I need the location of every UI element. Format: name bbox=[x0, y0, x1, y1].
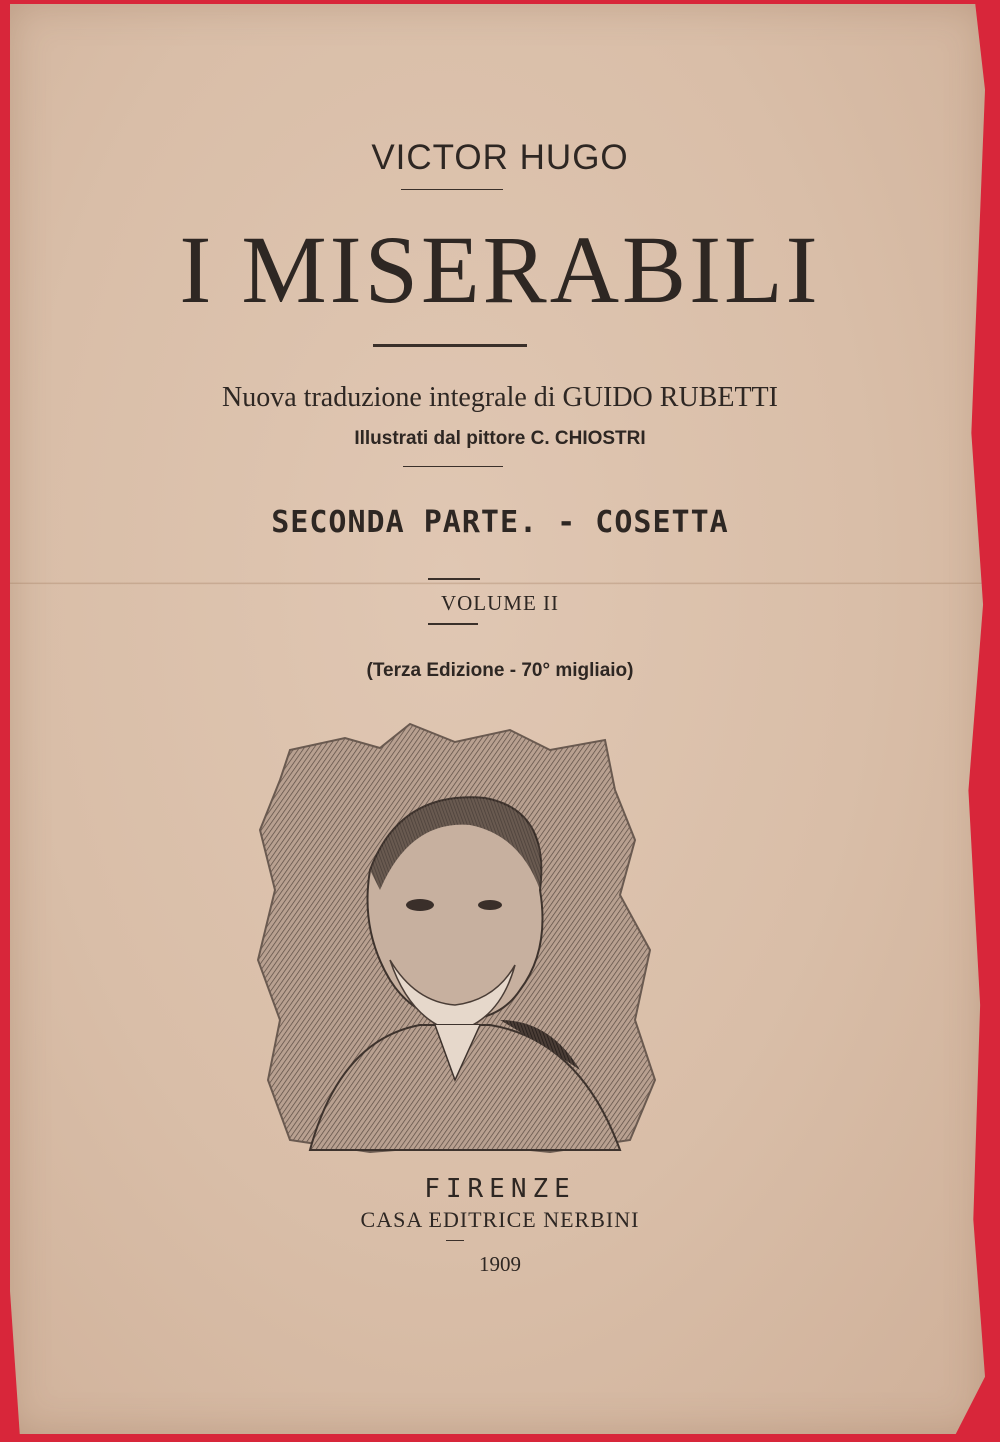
author-portrait-engraving bbox=[250, 720, 660, 1155]
publisher-name: CASA EDITRICE NERBINI bbox=[360, 1207, 640, 1232]
title-divider bbox=[373, 344, 527, 347]
book-title: I MISERABILI bbox=[179, 216, 821, 323]
volume-label: VOLUME II bbox=[440, 591, 560, 615]
page-fold-crease bbox=[10, 582, 985, 585]
volume-top-divider bbox=[428, 578, 480, 580]
publication-city: FIRENZE bbox=[424, 1174, 576, 1204]
publisher-divider bbox=[446, 1240, 464, 1241]
part-title: SECONDA PARTE. - COSETTA bbox=[271, 505, 729, 540]
translation-credit: Nuova traduzione integrale di GUIDO RUBETTI bbox=[222, 382, 778, 413]
author-name: VICTOR HUGO bbox=[371, 138, 629, 177]
publication-year: 1909 bbox=[479, 1252, 521, 1276]
illustrator-credit: Illustrati dal pittore C. CHIOSTRI bbox=[354, 428, 646, 449]
author-divider bbox=[401, 189, 503, 190]
edition-note: (Terza Edizione - 70° migliaio) bbox=[366, 660, 634, 681]
volume-bottom-divider bbox=[428, 623, 478, 625]
credits-divider bbox=[403, 466, 503, 467]
